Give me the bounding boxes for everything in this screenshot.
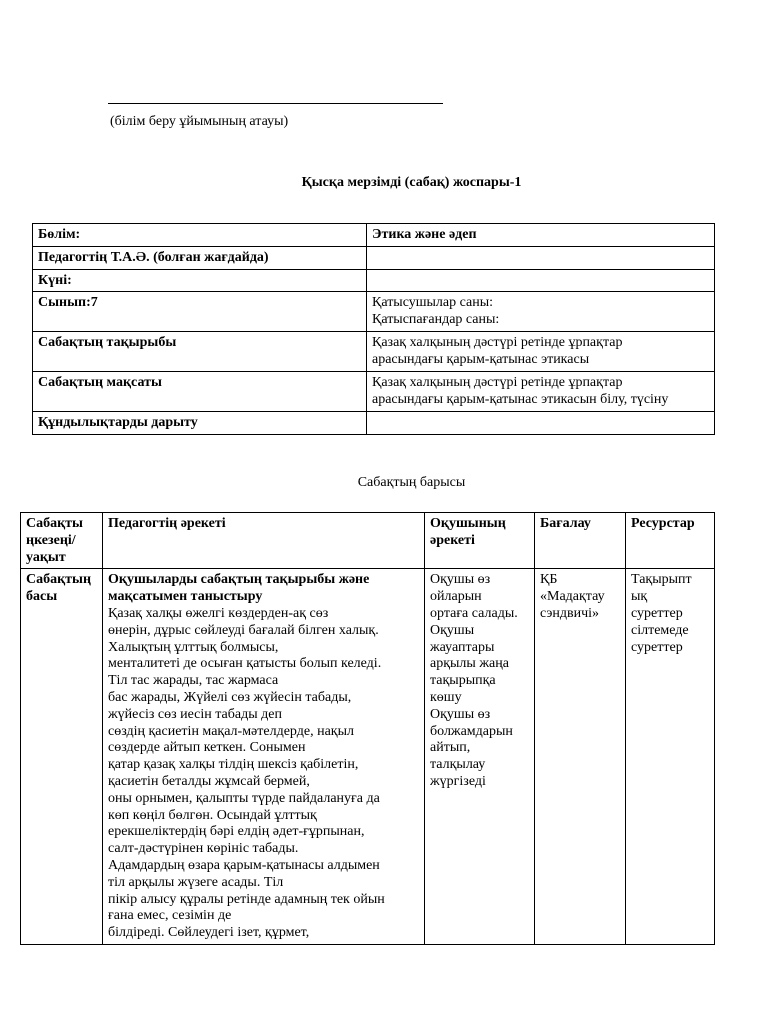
text-line: ңкезеңі/ xyxy=(26,532,76,548)
info-row-value xyxy=(367,332,715,372)
text-line: Оқушының xyxy=(430,516,506,531)
text-line: Тақырыпт xyxy=(631,572,692,588)
text-line: пікір алысу құралы ретінде адамның тек ойын xyxy=(108,891,385,907)
assessment-cell xyxy=(535,569,626,945)
info-row xyxy=(33,269,715,292)
info-row-value xyxy=(367,372,715,412)
info-row xyxy=(33,412,715,435)
text-line: тақырыпқа xyxy=(430,673,496,689)
organization-caption: (білім беру ұйымының атауы) xyxy=(110,114,289,129)
header-student-action xyxy=(425,513,535,569)
info-row-label: Сынып:7 xyxy=(33,292,367,332)
text-line: Қазақ халқының дәстүрі ретінде ұрпақтар xyxy=(372,375,623,391)
student-action-cell xyxy=(425,569,535,945)
text-line: ойларын xyxy=(430,589,482,605)
organization-name-line xyxy=(108,103,443,104)
text-line: мақсатымен таныстыру xyxy=(108,589,263,605)
info-row xyxy=(33,224,715,247)
text-line: көп көңіл бөлгөн. Осындай ұлттық xyxy=(108,807,317,823)
info-row xyxy=(33,372,715,412)
lesson-stage-row xyxy=(21,569,715,945)
text-line: Оқушы xyxy=(430,622,475,638)
text-line: оны орнымен, қалыпты түрде пайдалануға да xyxy=(108,790,380,806)
lesson-progress-table xyxy=(20,512,715,945)
text-line: ортаға салады. xyxy=(430,605,518,621)
text-line: ҚБ xyxy=(540,572,558,588)
text-line: Қазақ халқының дәстүрі ретінде ұрпақтар xyxy=(372,335,623,351)
text-line: болжамдарын xyxy=(430,723,513,739)
info-row-label: Бөлім: xyxy=(33,224,367,247)
text-line: салт-дәстүрінен көрініс табады. xyxy=(108,841,299,857)
text-line: арасындағы қарым-қатынас этикасын білу, түсіну xyxy=(372,392,669,408)
text-line: жүйесіз сөз иесін табады деп xyxy=(108,706,282,722)
teacher-action-text xyxy=(108,606,419,942)
info-row-value xyxy=(367,269,715,292)
text-line: суреттер xyxy=(631,605,683,621)
info-row xyxy=(33,246,715,269)
info-row-label: Сабақтың мақсаты xyxy=(33,372,367,412)
text-line: Тіл тас жарады, тас жармаса xyxy=(108,673,279,689)
info-row-value xyxy=(367,246,715,269)
info-row-label: Педагогтің Т.А.Ә. (болған жағдайда) xyxy=(33,246,367,269)
text-line: сөздің қасиетін мақал-мәтелдерде, нақыл xyxy=(108,723,354,739)
text-line: ғана емес, сезімін де xyxy=(108,908,232,924)
teacher-action-cell xyxy=(103,569,425,945)
section-title: Сабақтың барысы xyxy=(357,475,466,490)
header-teacher-action xyxy=(103,513,425,569)
text-line: тіл арқылы жүзеге асады. Тіл xyxy=(108,874,284,890)
info-row-value xyxy=(367,292,715,332)
text-line: Қазақ халқы өжелгі көздерден-ақ сөз xyxy=(108,605,329,621)
text-line: Қатыспағандар саны: xyxy=(372,312,500,328)
text-line: арқылы жаңа xyxy=(430,656,509,672)
text-line: Оқушыларды сабақтың тақырыбы және xyxy=(108,572,370,588)
text-line: Оқушы өз xyxy=(430,572,491,588)
text-line: Сабақты xyxy=(26,516,83,531)
text-line: «Мадақтау xyxy=(540,589,605,605)
text-line: Қатысушылар саны: xyxy=(372,295,494,311)
text-line: білдіреді. Сөйлеудегі ізет, құрмет, xyxy=(108,925,310,941)
text-line: қасиетін беталды жұмсай бермей, xyxy=(108,773,310,789)
text-line: сөздерде айтып кеткен. Сонымен xyxy=(108,740,306,756)
info-row-label: Сабақтың тақырыбы xyxy=(33,332,367,372)
text-line: жүргізеді xyxy=(430,773,486,789)
teacher-action-heading xyxy=(108,572,419,606)
text-line: қатар қазақ халқы тілдің шексіз қабілетін, xyxy=(108,757,359,773)
text-line: сэндвичі» xyxy=(540,605,600,621)
text-line: Ресурстар xyxy=(631,516,695,531)
text-line: өнерін, дұрыс сөйлеуді бағалай білген халық. xyxy=(108,622,379,638)
resources-cell xyxy=(626,569,715,945)
text-line: Халықтың ұлттық болмысы, xyxy=(108,639,279,655)
text-line: талқылау xyxy=(430,757,486,773)
header-assessment xyxy=(535,513,626,569)
text-line: басы xyxy=(26,589,58,605)
text-line: суреттер xyxy=(631,639,683,655)
text-line: менталитеті де осыған қатысты болып келеді. xyxy=(108,656,382,672)
lesson-info-table xyxy=(32,223,715,435)
info-row-label: Күні: xyxy=(33,269,367,292)
text-line: Адамдардың өзара қарым-қатынасы алдымен xyxy=(108,857,380,873)
header-resources xyxy=(626,513,715,569)
header-stage xyxy=(21,513,103,569)
text-line: сілтемеде xyxy=(631,622,689,638)
document-title: Қысқа мерзімді (сабақ) жоспары-1 xyxy=(301,175,522,190)
text-line: арасындағы қарым-қатынас этикасы xyxy=(372,352,590,368)
text-line: уақыт xyxy=(26,549,66,565)
info-row xyxy=(33,292,715,332)
text-line: Сабақтың xyxy=(26,572,92,588)
text-line: Бағалау xyxy=(540,516,591,531)
text-line: ық xyxy=(631,589,648,605)
stage-cell xyxy=(21,569,103,945)
text-line: Педагогтің әрекеті xyxy=(108,516,226,531)
text-line: көшу xyxy=(430,689,462,705)
info-row-value xyxy=(367,412,715,435)
info-row-value xyxy=(367,224,715,247)
text-line: әрекеті xyxy=(430,532,475,548)
text-line: Оқушы өз xyxy=(430,706,491,722)
text-line: жауаптары xyxy=(430,639,495,655)
lesson-table-header-row xyxy=(21,513,715,569)
text-line: бас жарады, Жүйелі сөз жүйесін табады, xyxy=(108,689,352,705)
info-row xyxy=(33,332,715,372)
text-line: Этика және әдеп xyxy=(372,227,477,242)
text-line: ерекшеліктердің бәрі елдің әдет-ғұрпынан, xyxy=(108,824,365,840)
info-row-label: Құндылықтарды дарыту xyxy=(33,412,367,435)
text-line: айтып, xyxy=(430,740,471,756)
